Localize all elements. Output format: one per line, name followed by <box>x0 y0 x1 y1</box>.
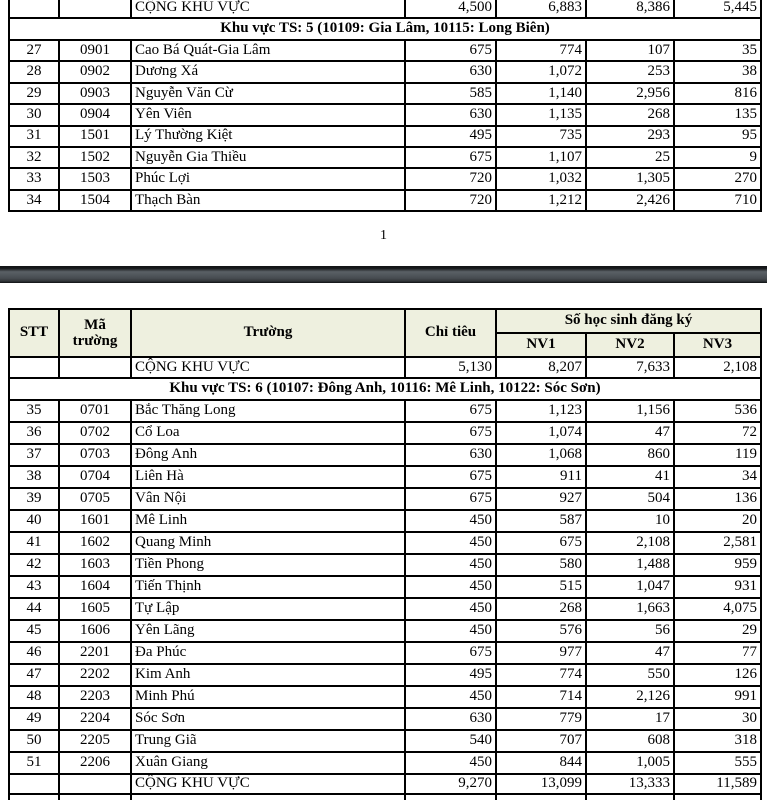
stt-cell: 38 <box>9 466 59 488</box>
col-header-quota: Chỉ tiêu <box>405 309 496 357</box>
school-code-cell: 0704 <box>59 466 131 488</box>
quota-cell: 450 <box>405 510 496 532</box>
stt-cell: 43 <box>9 576 59 598</box>
document-page-1 <box>8 0 762 212</box>
nv2-cell <box>586 794 674 800</box>
table-row <box>9 126 761 147</box>
school-name-cell: Dương Xá <box>131 61 405 82</box>
nv3-cell: 77 <box>674 642 761 664</box>
nv2-cell: 2,126 <box>586 686 674 708</box>
stt-cell: 50 <box>9 730 59 752</box>
stt-cell: 28 <box>9 61 59 82</box>
quota-cell: 450 <box>405 554 496 576</box>
table-row <box>9 61 761 82</box>
nv2-cell: 1,005 <box>586 752 674 774</box>
nv2-cell: 253 <box>586 61 674 82</box>
quota-cell: 675 <box>405 40 496 61</box>
nv1-cell: 1,074 <box>496 422 586 444</box>
stt-cell: 44 <box>9 598 59 620</box>
nv2-cell: 13,333 <box>586 774 674 794</box>
nv1-cell: 735 <box>496 126 586 147</box>
quota-cell: 630 <box>405 61 496 82</box>
nv3-cell: 20 <box>674 510 761 532</box>
table-row <box>9 190 761 211</box>
table-row <box>9 752 761 774</box>
admissions-table-page1 <box>8 0 762 212</box>
nv1-cell: 675 <box>496 532 586 554</box>
stt-cell: 27 <box>9 40 59 61</box>
nv2-cell: 7,633 <box>586 357 674 378</box>
school-name-cell: Đa Phúc <box>131 642 405 664</box>
nv2-cell: 8,386 <box>586 0 674 18</box>
school-name-cell: Liên Hà <box>131 466 405 488</box>
summary-label: CỘNG KHU VỰC <box>131 357 405 378</box>
nv1-cell: 774 <box>496 664 586 686</box>
quota-cell <box>405 794 496 800</box>
table-row <box>9 576 761 598</box>
school-code-cell: 1602 <box>59 532 131 554</box>
nv3-cell: 29 <box>674 620 761 642</box>
quota-cell: 675 <box>405 488 496 510</box>
stt-cell: 30 <box>9 104 59 125</box>
school-code-cell: 0705 <box>59 488 131 510</box>
nv3-cell: 35 <box>674 40 761 61</box>
quota-cell: 675 <box>405 466 496 488</box>
nv3-cell: 991 <box>674 686 761 708</box>
school-code-cell: 0703 <box>59 444 131 466</box>
col-header-nv2: NV2 <box>586 333 674 357</box>
nv1-cell: 6,883 <box>496 0 586 18</box>
school-code-cell: 2204 <box>59 708 131 730</box>
page-separator <box>0 266 767 283</box>
table-row <box>9 620 761 642</box>
summary-label: CỘNG KHU VỰC <box>131 774 405 794</box>
nv1-cell: 1,123 <box>496 400 586 422</box>
nv2-cell: 10 <box>586 510 674 532</box>
quota-cell: 9,270 <box>405 774 496 794</box>
school-code-cell: 0904 <box>59 104 131 125</box>
nv3-cell: 536 <box>674 400 761 422</box>
school-code-cell: 1606 <box>59 620 131 642</box>
school-name-cell: Quang Minh <box>131 532 405 554</box>
stt-cell: 37 <box>9 444 59 466</box>
nv3-cell: 30 <box>674 708 761 730</box>
school-name-cell: Tiền Phong <box>131 554 405 576</box>
table-row <box>9 466 761 488</box>
stt-cell: 51 <box>9 752 59 774</box>
table-row <box>9 40 761 61</box>
school-code-cell: 1504 <box>59 190 131 211</box>
summary-row <box>9 0 761 18</box>
nv3-cell: 11,589 <box>674 774 761 794</box>
school-code-cell: 2206 <box>59 752 131 774</box>
quota-cell: 450 <box>405 598 496 620</box>
col-header-registered-students: Số học sinh đăng ký <box>496 309 761 333</box>
quota-cell: 630 <box>405 104 496 125</box>
stt-cell: 39 <box>9 488 59 510</box>
quota-cell: 4,500 <box>405 0 496 18</box>
stt-cell: 48 <box>9 686 59 708</box>
nv1-cell: 927 <box>496 488 586 510</box>
stt-cell: 42 <box>9 554 59 576</box>
nv1-cell: 1,135 <box>496 104 586 125</box>
nv2-cell: 504 <box>586 488 674 510</box>
nv2-cell: 1,663 <box>586 598 674 620</box>
school-code-cell: 1601 <box>59 510 131 532</box>
nv3-cell: 38 <box>674 61 761 82</box>
stt-cell: 31 <box>9 126 59 147</box>
quota-cell: 450 <box>405 620 496 642</box>
region-header-row <box>9 18 761 40</box>
nv3-cell: 4,075 <box>674 598 761 620</box>
school-name-cell: Cao Bá Quát-Gia Lâm <box>131 40 405 61</box>
school-name-cell: Bắc Thăng Long <box>131 400 405 422</box>
school-code-cell: 1501 <box>59 126 131 147</box>
table-row <box>9 532 761 554</box>
school-name-cell: Minh Phú <box>131 686 405 708</box>
nv2-cell: 1,047 <box>586 576 674 598</box>
school-name-cell: Cổ Loa <box>131 422 405 444</box>
nv3-cell: 5,445 <box>674 0 761 18</box>
table-row <box>9 554 761 576</box>
nv3-cell: 555 <box>674 752 761 774</box>
nv1-cell: 1,072 <box>496 61 586 82</box>
nv3-cell: 318 <box>674 730 761 752</box>
table-row <box>9 444 761 466</box>
nv3-cell: 959 <box>674 554 761 576</box>
school-name-cell: Trung Giã <box>131 730 405 752</box>
nv1-cell: 268 <box>496 598 586 620</box>
school-code-cell: 2201 <box>59 642 131 664</box>
nv3-cell: 95 <box>674 126 761 147</box>
nv1-cell: 8,207 <box>496 357 586 378</box>
table-row <box>9 708 761 730</box>
col-header-stt: STT <box>9 309 59 357</box>
col-header-school-name: Trường <box>131 309 405 357</box>
page-number: 1 <box>380 228 387 243</box>
nv1-cell: 13,099 <box>496 774 586 794</box>
quota-cell: 720 <box>405 190 496 211</box>
nv3-cell: 270 <box>674 168 761 189</box>
stt-cell: 29 <box>9 83 59 104</box>
nv1-cell: 911 <box>496 466 586 488</box>
table-row <box>9 598 761 620</box>
nv3-cell: 34 <box>674 466 761 488</box>
school-code-cell: 1605 <box>59 598 131 620</box>
stt-cell: 32 <box>9 147 59 168</box>
school-code-cell: 0701 <box>59 400 131 422</box>
school-code-cell: 2203 <box>59 686 131 708</box>
table-row <box>9 168 761 189</box>
nv3-cell: 816 <box>674 83 761 104</box>
school-name-cell: Tiến Thịnh <box>131 576 405 598</box>
school-code-cell: 0901 <box>59 40 131 61</box>
summary-label: CỘNG KHU VỰC <box>131 0 405 18</box>
table-row <box>9 686 761 708</box>
nv2-cell: 41 <box>586 466 674 488</box>
nv1-cell: 844 <box>496 752 586 774</box>
nv3-cell: 9 <box>674 147 761 168</box>
school-code-cell: 0903 <box>59 83 131 104</box>
nv1-cell: 714 <box>496 686 586 708</box>
nv1-cell: 587 <box>496 510 586 532</box>
quota-cell: 585 <box>405 83 496 104</box>
nv2-cell: 2,956 <box>586 83 674 104</box>
table-row <box>9 104 761 125</box>
quota-cell: 450 <box>405 686 496 708</box>
nv1-cell: 977 <box>496 642 586 664</box>
nv3-cell: 2,581 <box>674 532 761 554</box>
col-header-nv1: NV1 <box>496 333 586 357</box>
quota-cell: 675 <box>405 642 496 664</box>
quota-cell: 675 <box>405 400 496 422</box>
school-code-cell: 0902 <box>59 61 131 82</box>
stt-cell <box>9 794 59 800</box>
nv3-cell: 72 <box>674 422 761 444</box>
nv3-cell: 136 <box>674 488 761 510</box>
table-row <box>9 422 761 444</box>
nv3-cell <box>674 794 761 800</box>
school-code-cell: 1603 <box>59 554 131 576</box>
stt-cell: 35 <box>9 400 59 422</box>
nv2-cell: 1,305 <box>586 168 674 189</box>
document-page-2 <box>8 308 762 800</box>
school-code-cell: 1503 <box>59 168 131 189</box>
quota-cell: 720 <box>405 168 496 189</box>
stt-cell: 34 <box>9 190 59 211</box>
region-header-row <box>9 378 761 400</box>
table-row <box>9 664 761 686</box>
nv3-cell: 710 <box>674 190 761 211</box>
school-name-cell: Kim Anh <box>131 664 405 686</box>
school-code-cell <box>59 357 131 378</box>
table-row <box>9 400 761 422</box>
nv2-cell: 47 <box>586 422 674 444</box>
school-name-cell: Mê Linh <box>131 510 405 532</box>
nv2-cell: 47 <box>586 642 674 664</box>
nv3-cell: 2,108 <box>674 357 761 378</box>
stt-cell: 45 <box>9 620 59 642</box>
nv2-cell: 17 <box>586 708 674 730</box>
nv2-cell: 550 <box>586 664 674 686</box>
stt-cell: 41 <box>9 532 59 554</box>
quota-cell: 450 <box>405 532 496 554</box>
nv1-cell: 576 <box>496 620 586 642</box>
school-code-cell: 0702 <box>59 422 131 444</box>
nv1-cell: 1,068 <box>496 444 586 466</box>
nv1-cell: 1,032 <box>496 168 586 189</box>
school-code-cell <box>59 794 131 800</box>
quota-cell: 540 <box>405 730 496 752</box>
clipped-row <box>9 794 761 800</box>
school-name-cell: Vân Nội <box>131 488 405 510</box>
school-code-cell: 2202 <box>59 664 131 686</box>
nv3-cell: 126 <box>674 664 761 686</box>
school-name-cell: Sóc Sơn <box>131 708 405 730</box>
region-header-label: Khu vực TS: 6 (10107: Đông Anh, 10116: Mê Linh, 10122: Sóc Sơn) <box>9 378 761 400</box>
stt-cell: 49 <box>9 708 59 730</box>
quota-cell: 675 <box>405 147 496 168</box>
stt-cell: 33 <box>9 168 59 189</box>
quota-cell: 630 <box>405 444 496 466</box>
table-row <box>9 488 761 510</box>
stt-cell <box>9 357 59 378</box>
stt-cell: 46 <box>9 642 59 664</box>
school-code-cell <box>59 774 131 794</box>
table-row <box>9 642 761 664</box>
quota-cell: 495 <box>405 664 496 686</box>
summary-row <box>9 357 761 378</box>
nv1-cell: 774 <box>496 40 586 61</box>
school-code-cell: 2205 <box>59 730 131 752</box>
nv3-cell: 119 <box>674 444 761 466</box>
nv2-cell: 1,156 <box>586 400 674 422</box>
stt-cell <box>9 0 59 18</box>
nv1-cell: 1,140 <box>496 83 586 104</box>
school-name-cell: Thạch Bàn <box>131 190 405 211</box>
nv2-cell: 293 <box>586 126 674 147</box>
school-name-cell: Tự Lập <box>131 598 405 620</box>
school-name-cell: Lý Thường Kiệt <box>131 126 405 147</box>
col-header-nv3: NV3 <box>674 333 761 357</box>
quota-cell: 630 <box>405 708 496 730</box>
nv1-cell: 515 <box>496 576 586 598</box>
table-row <box>9 730 761 752</box>
nv1-cell: 1,212 <box>496 190 586 211</box>
nv2-cell: 107 <box>586 40 674 61</box>
school-name-cell: Phúc Lợi <box>131 168 405 189</box>
school-code-cell <box>59 0 131 18</box>
school-code-cell: 1502 <box>59 147 131 168</box>
nv2-cell: 608 <box>586 730 674 752</box>
admissions-table-page2 <box>8 308 762 800</box>
school-name-cell <box>131 794 405 800</box>
nv1-cell: 779 <box>496 708 586 730</box>
stt-cell: 36 <box>9 422 59 444</box>
nv1-cell <box>496 794 586 800</box>
nv2-cell: 268 <box>586 104 674 125</box>
nv3-cell: 931 <box>674 576 761 598</box>
table-row <box>9 510 761 532</box>
school-name-cell: Yên Viên <box>131 104 405 125</box>
school-name-cell: Nguyễn Gia Thiều <box>131 147 405 168</box>
table-row <box>9 83 761 104</box>
school-name-cell: Xuân Giang <box>131 752 405 774</box>
nv2-cell: 2,426 <box>586 190 674 211</box>
region-header-label: Khu vực TS: 5 (10109: Gia Lâm, 10115: Long Biên) <box>9 18 761 40</box>
nv1-cell: 580 <box>496 554 586 576</box>
quota-cell: 450 <box>405 576 496 598</box>
quota-cell: 495 <box>405 126 496 147</box>
nv3-cell: 135 <box>674 104 761 125</box>
nv2-cell: 1,488 <box>586 554 674 576</box>
stt-cell: 47 <box>9 664 59 686</box>
nv1-cell: 1,107 <box>496 147 586 168</box>
nv1-cell: 707 <box>496 730 586 752</box>
nv2-cell: 2,108 <box>586 532 674 554</box>
stt-cell: 40 <box>9 510 59 532</box>
nv2-cell: 25 <box>586 147 674 168</box>
quota-cell: 450 <box>405 752 496 774</box>
summary-row <box>9 774 761 794</box>
school-name-cell: Đông Anh <box>131 444 405 466</box>
school-name-cell: Yên Lãng <box>131 620 405 642</box>
stt-cell <box>9 774 59 794</box>
quota-cell: 675 <box>405 422 496 444</box>
col-header-school-code: Mã trường <box>59 309 131 357</box>
nv2-cell: 56 <box>586 620 674 642</box>
school-name-cell: Nguyễn Văn Cừ <box>131 83 405 104</box>
nv2-cell: 860 <box>586 444 674 466</box>
school-code-cell: 1604 <box>59 576 131 598</box>
quota-cell: 5,130 <box>405 357 496 378</box>
table-row <box>9 147 761 168</box>
